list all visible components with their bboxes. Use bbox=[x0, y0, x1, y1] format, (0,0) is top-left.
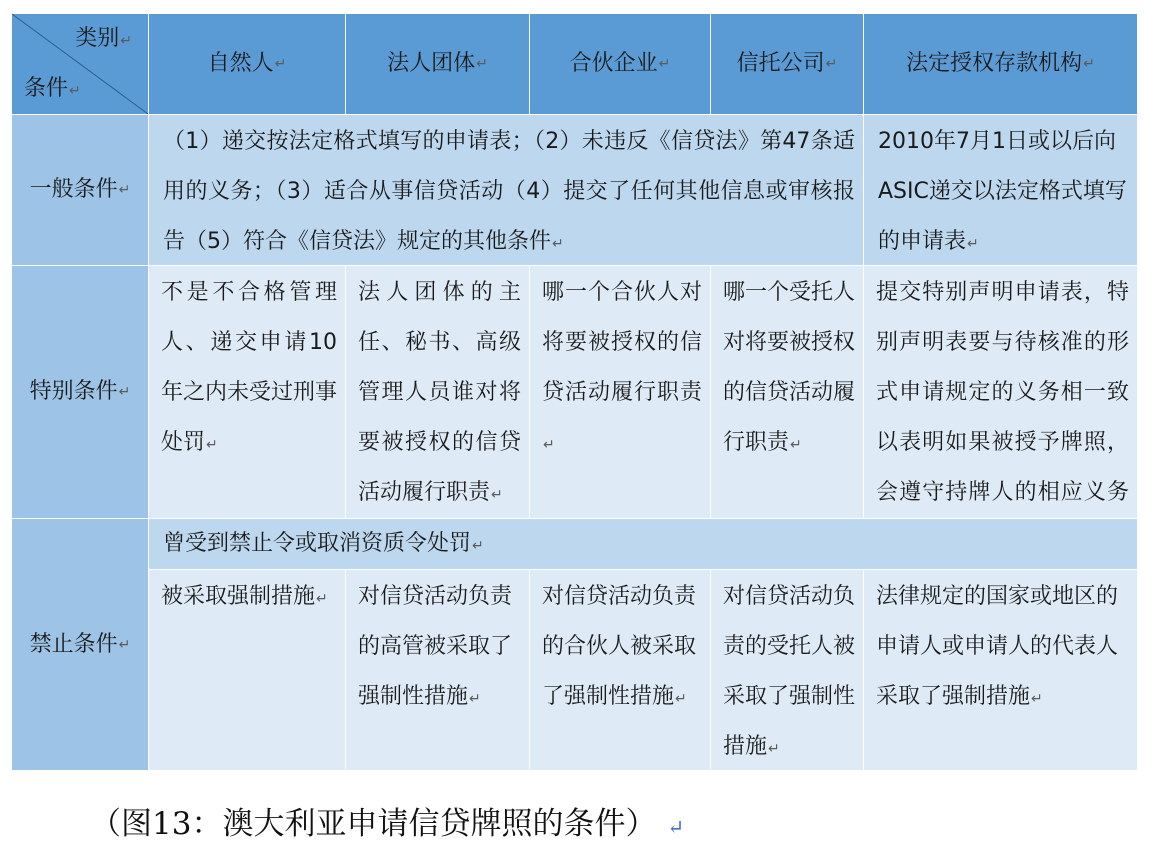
return-arrow-icon: ↵ bbox=[967, 236, 979, 252]
return-arrow-icon: ↵ bbox=[118, 636, 131, 653]
prohibited-corporation-cell: 对信贷活动负责的高管被采取了强制性措施↵ bbox=[346, 570, 529, 770]
figure-caption: （图13：澳大利亚申请信贷牌照的条件） ↵ bbox=[90, 806, 685, 842]
return-arrow-icon: ↵ bbox=[1031, 691, 1043, 707]
prohibited-common-cell: 曾受到禁止令或取消资质令处罚↵ bbox=[149, 519, 1137, 569]
column-header-partnership: 合伙企业 ↵ bbox=[530, 14, 710, 114]
return-arrow-icon: ↵ bbox=[472, 538, 484, 554]
prohibited-trust-company-cell: 对信贷活动负责的受托人被采取了强制性措施↵ bbox=[711, 570, 863, 770]
return-arrow-icon: ↵ bbox=[118, 182, 131, 198]
row-label-prohibited: 禁止条件 ↵ bbox=[12, 519, 148, 770]
return-arrow-icon: ↵ bbox=[118, 384, 131, 400]
corner-condition-label: 条件↵ bbox=[24, 76, 81, 101]
prohibited-partnership-cell: 对信贷活动负责的合伙人被采取了强制性措施↵ bbox=[530, 570, 710, 770]
row-label-general: 一般条件 ↵ bbox=[12, 115, 148, 265]
return-arrow-icon: ↵ bbox=[1083, 56, 1095, 72]
return-arrow-icon: ↵ bbox=[469, 691, 481, 707]
return-arrow-icon: ↵ bbox=[667, 815, 685, 839]
column-header-natural-person: 自然人 ↵ bbox=[149, 14, 345, 114]
return-arrow-icon: ↵ bbox=[120, 33, 132, 49]
general-adi-cell: 2010年7月1日或以后向ASIC递交以法定格式填写的申请表↵ bbox=[864, 115, 1137, 265]
return-arrow-icon: ↵ bbox=[316, 591, 328, 607]
corner-category-label: 类别↵ bbox=[75, 26, 132, 51]
column-header-adi: 法定授权存款机构 ↵ bbox=[864, 14, 1137, 114]
row-label-special: 特别条件 ↵ bbox=[12, 266, 148, 518]
prohibited-natural-person-cell: 被采取强制措施↵ bbox=[149, 570, 345, 770]
special-trust-company-cell: 哪一个受托人对将要被授权的信贷活动履行职责↵ bbox=[711, 266, 863, 518]
return-arrow-icon: ↵ bbox=[768, 741, 780, 757]
corner-header-cell bbox=[12, 14, 148, 114]
return-arrow-icon: ↵ bbox=[825, 56, 838, 72]
special-partnership-cell: 哪一个合伙人对将要被授权的信贷活动履行职责↵ bbox=[530, 266, 710, 518]
return-arrow-icon: ↵ bbox=[491, 487, 503, 503]
return-arrow-icon: ↵ bbox=[790, 437, 802, 453]
column-header-trust-company: 信托公司 ↵ bbox=[711, 14, 863, 114]
return-arrow-icon: ↵ bbox=[675, 691, 687, 707]
return-arrow-icon: ↵ bbox=[274, 56, 287, 72]
special-adi-cell: 提交特别声明申请表，特别声明表要与待核准的形式申请规定的义务相一致以表明如果被授予牌照，会遵守持牌人的相应义务 bbox=[864, 266, 1137, 518]
special-corporation-cell: 法人团体的主任、秘书、高级管理人员谁对将要被授权的信贷活动履行职责↵ bbox=[346, 266, 529, 518]
return-arrow-icon: ↵ bbox=[552, 236, 564, 252]
prohibited-adi-cell: 法律规定的国家或地区的申请人或申请人的代表人采取了强制措施↵ bbox=[864, 570, 1137, 770]
return-arrow-icon: ↵ bbox=[476, 56, 488, 72]
license-conditions-table bbox=[12, 14, 1132, 766]
return-arrow-icon: ↵ bbox=[69, 83, 81, 99]
column-header-corporation: 法人团体 ↵ bbox=[346, 14, 529, 114]
general-common-cell: （1）递交按法定格式填写的申请表；（2）未违反《信贷法》第47条适用的义务；（3）适合从事信贷活动（4）提交了任何其他信息或审核报告（5）符合《信贷法》规定的其他条件↵ bbox=[149, 115, 863, 265]
return-arrow-icon: ↵ bbox=[658, 56, 671, 72]
special-natural-person-cell: 不是不合格管理人、递交申请10年之内未受过刑事处罚↵ bbox=[149, 266, 345, 518]
return-arrow-icon: ↵ bbox=[206, 437, 218, 453]
return-arrow-icon: ↵ bbox=[543, 437, 555, 453]
